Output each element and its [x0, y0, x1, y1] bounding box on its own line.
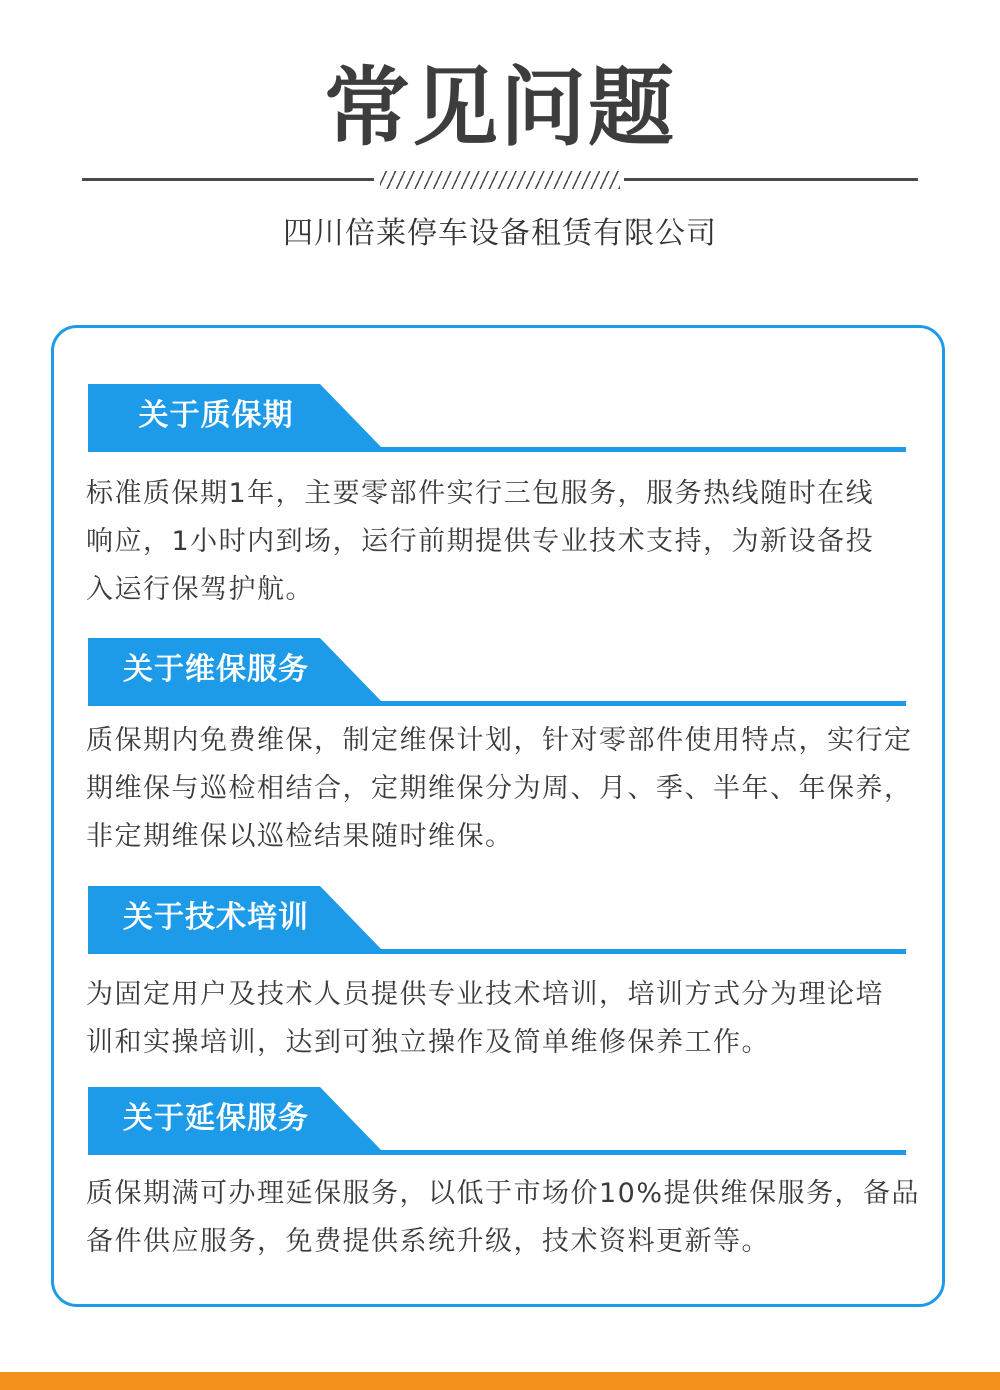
body-line: 质保期内免费维保，制定维保计划，针对零部件使用特点，实行定	[86, 725, 913, 756]
section-heading: 关于维保服务	[123, 652, 309, 687]
page-title: 常见问题	[324, 58, 676, 158]
section-header-extended-warranty	[88, 1087, 906, 1155]
divider-right-line	[624, 178, 918, 181]
body-line: 为固定用户及技术人员提供专业技术培训，培训方式分为理论培	[86, 979, 884, 1010]
divider-hatch-pattern	[380, 171, 620, 189]
body-line: 非定期维保以巡检结果随时维保。	[86, 821, 514, 852]
section-body-extended-warranty	[86, 1170, 926, 1266]
divider-left-line	[82, 178, 374, 181]
section-heading: 关于延保服务	[123, 1101, 309, 1136]
section-header-maintenance	[88, 638, 906, 706]
body-line: 训和实操培训，达到可独立操作及简单维修保养工作。	[86, 1027, 770, 1058]
body-line: 质保期满可办理延保服务，以低于市场价10%提供维保服务，备品	[86, 1178, 921, 1209]
section-header-warranty	[88, 384, 906, 452]
body-line: 标准质保期1年，主要零部件实行三包服务，服务热线随时在线	[86, 478, 875, 509]
body-line: 响应，1小时内到场，运行前期提供专业技术支持，为新设备投	[86, 526, 875, 557]
footer-bar	[0, 1372, 1000, 1390]
section-body-training	[86, 971, 926, 1067]
section-heading: 关于质保期	[138, 398, 294, 433]
body-line: 备件供应服务，免费提供系统升级，技术资料更新等。	[86, 1226, 770, 1257]
body-line: 期维保与巡检相结合，定期维保分为周、月、季、半年、年保养，	[86, 773, 913, 804]
section-body-maintenance	[86, 717, 926, 861]
section-header-training	[88, 886, 906, 954]
section-heading: 关于技术培训	[123, 900, 309, 935]
section-body-warranty	[86, 470, 926, 614]
company-name: 四川倍莱停车设备租赁有限公司	[283, 216, 717, 251]
body-line: 入运行保驾护航。	[86, 574, 314, 605]
